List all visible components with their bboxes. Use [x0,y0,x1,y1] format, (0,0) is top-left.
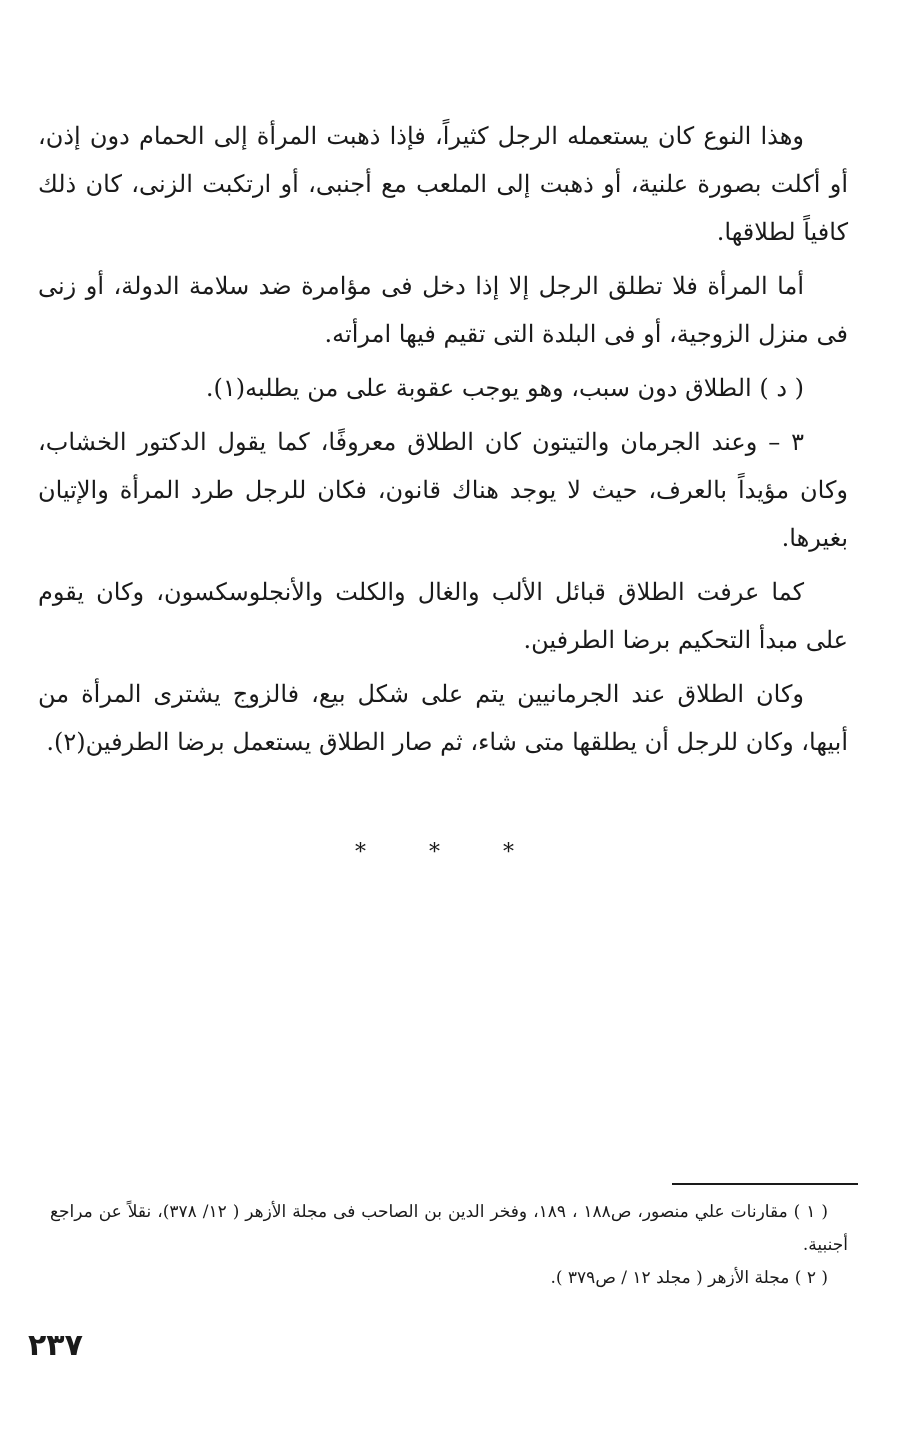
footnote-1: ( ١ ) مقارنات علي منصور، ص١٨٨ ، ١٨٩، وفخر الدين بن الصاحب فى مجلة الأزهر ( ١٢/ ٣٧٨)، نقلاً عن مراجع أجنبية. [50,1202,848,1255]
paragraph-2: أما المرأة فلا تطلق الرجل إلا إذا دخل فى مؤامرة ضد سلامة الدولة، أو زنى فى منزل الزوجية، أو فى البلدة التى تقيم فيها امرأته. [38,272,848,348]
paragraph-4: ٣ – وعند الجرمان والتيتون كان الطلاق معروفًا، كما يقول الدكتور الخشاب، وكان مؤيداً بالعرف، حيث لا يوجد هناك قانون، فكان للرجل طرد المرأة والإتيان بغيرها. [38,428,848,552]
section-separator: * * * [355,840,542,865]
paragraph-5: كما عرفت الطلاق قبائل الألب والغال والكلت والأنجلوسكسون، وكان يقوم على مبدأ التحكيم برضا الطرفين. [38,578,848,654]
page-number: ٢٣٧ [28,1328,83,1363]
paragraph-6: وكان الطلاق عند الجرمانيين يتم على شكل بيع، فالزوج يشترى المرأة من أبيها، وكان للرجل أن يطلقها متى شاء، ثم صار الطلاق يستعمل برضا الطرفين(٢). [38,680,848,756]
main-text [38,112,848,772]
footnote-rule [672,1183,858,1185]
footnotes [50,1196,848,1295]
paragraph-3: ( د ) الطلاق دون سبب، وهو يوجب عقوبة على من يطلبه(١). [205,374,804,402]
paragraph-1: وهذا النوع كان يستعمله الرجل كثيراً، فإذا ذهبت المرأة إلى الحمام دون إذن، أو أكلت بصورة علنية، أو ذهبت إلى الملعب مع أجنبى، أو ارتكبت الزنى، كان ذلك كافياً لطلاقها. [38,122,848,246]
footnote-2: ( ٢ ) مجلة الأزهر ( مجلد ١٢ / ص٣٧٩ ). [550,1268,828,1288]
